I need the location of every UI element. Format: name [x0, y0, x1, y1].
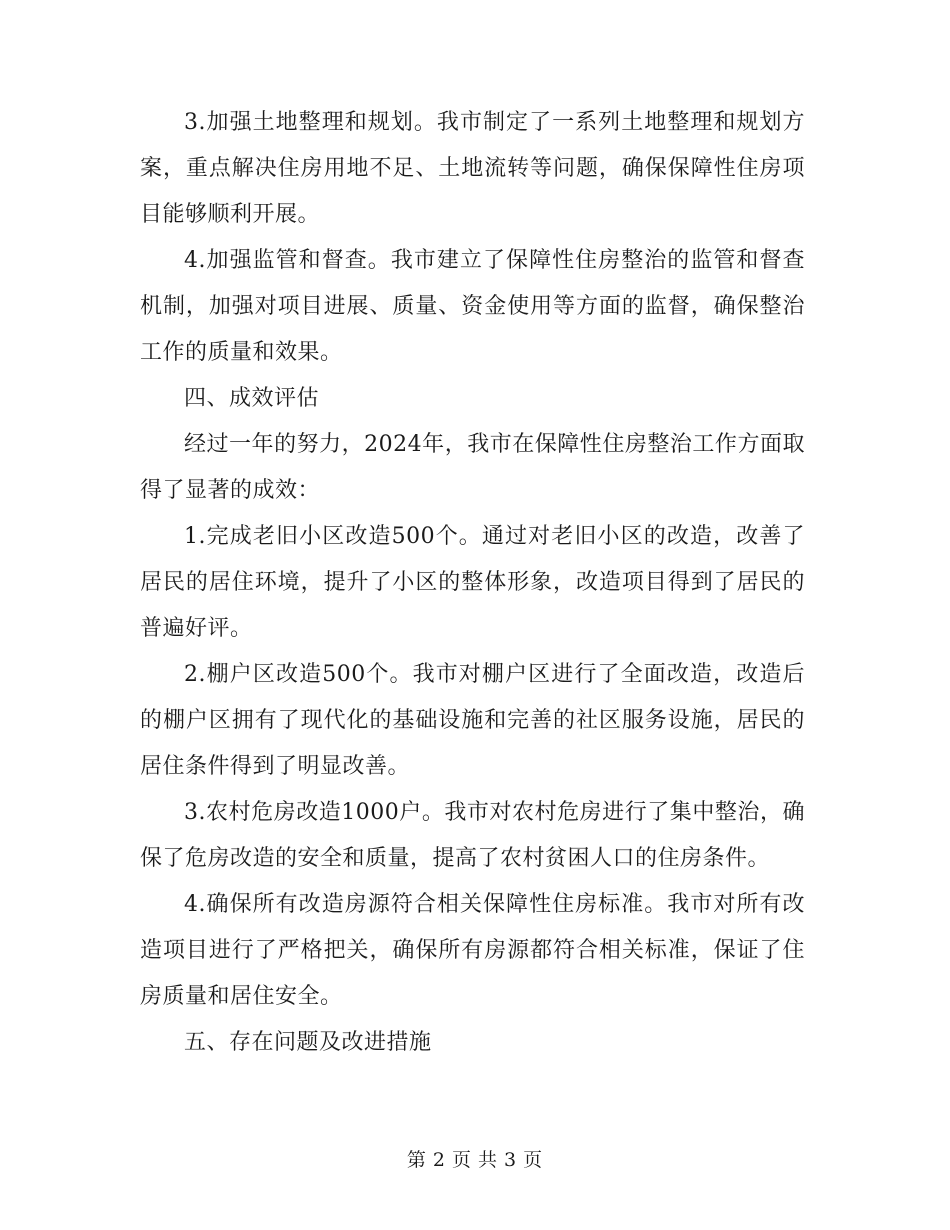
- paragraph-shantytown-renovation: 2.棚户区改造500个。我市对棚户区进行了全面改造，改造后的棚户区拥有了现代化的基础设施和完善的社区服务设施，居民的居住条件得到了明显改善。: [140, 662, 805, 779]
- paragraph-supervision: 4.加强监管和督查。我市建立了保障性住房整治的监管和督查机制，加强对项目进展、质量、资金使用等方面的监督，确保整治工作的质量和效果。: [140, 248, 805, 365]
- paragraph-rural-dilapidated-housing: 3.农村危房改造1000户。我市对农村危房进行了集中整治，确保了危房改造的安全和质量，提高了农村贫困人口的住房条件。: [140, 800, 805, 871]
- document-body: [140, 100, 805, 1066]
- section-heading-effectiveness: 四、成效评估: [184, 386, 320, 411]
- footer-label-page: 页: [451, 1149, 472, 1171]
- footer-label-total: 共: [478, 1149, 499, 1171]
- footer-label-suffix: 页: [523, 1149, 544, 1171]
- footer-label-prefix: 第: [406, 1149, 427, 1171]
- paragraph-old-community-renovation: 1.完成老旧小区改造500个。通过对老旧小区的改造，改善了居民的居住环境，提升了小区的整体形象，改造项目得到了居民的普遍好评。: [140, 524, 805, 641]
- footer-current-page: 2: [432, 1149, 446, 1171]
- paragraph-housing-standards: 4.确保所有改造房源符合相关保障性住房标准。我市对所有改造项目进行了严格把关，确保所有房源都符合相关标准，保证了住房质量和居住安全。: [140, 892, 805, 1009]
- page-footer: [0, 1146, 950, 1174]
- footer-total-pages: 3: [504, 1149, 518, 1171]
- section-heading-problems: 五、存在问题及改进措施: [184, 1030, 432, 1055]
- paragraph-effectiveness-intro: 经过一年的努力，2024年，我市在保障性住房整治工作方面取得了显著的成效：: [140, 432, 805, 503]
- paragraph-land-planning: 3.加强土地整理和规划。我市制定了一系列土地整理和规划方案，重点解决住房用地不足、土地流转等问题，确保保障性住房项目能够顺利开展。: [140, 110, 805, 227]
